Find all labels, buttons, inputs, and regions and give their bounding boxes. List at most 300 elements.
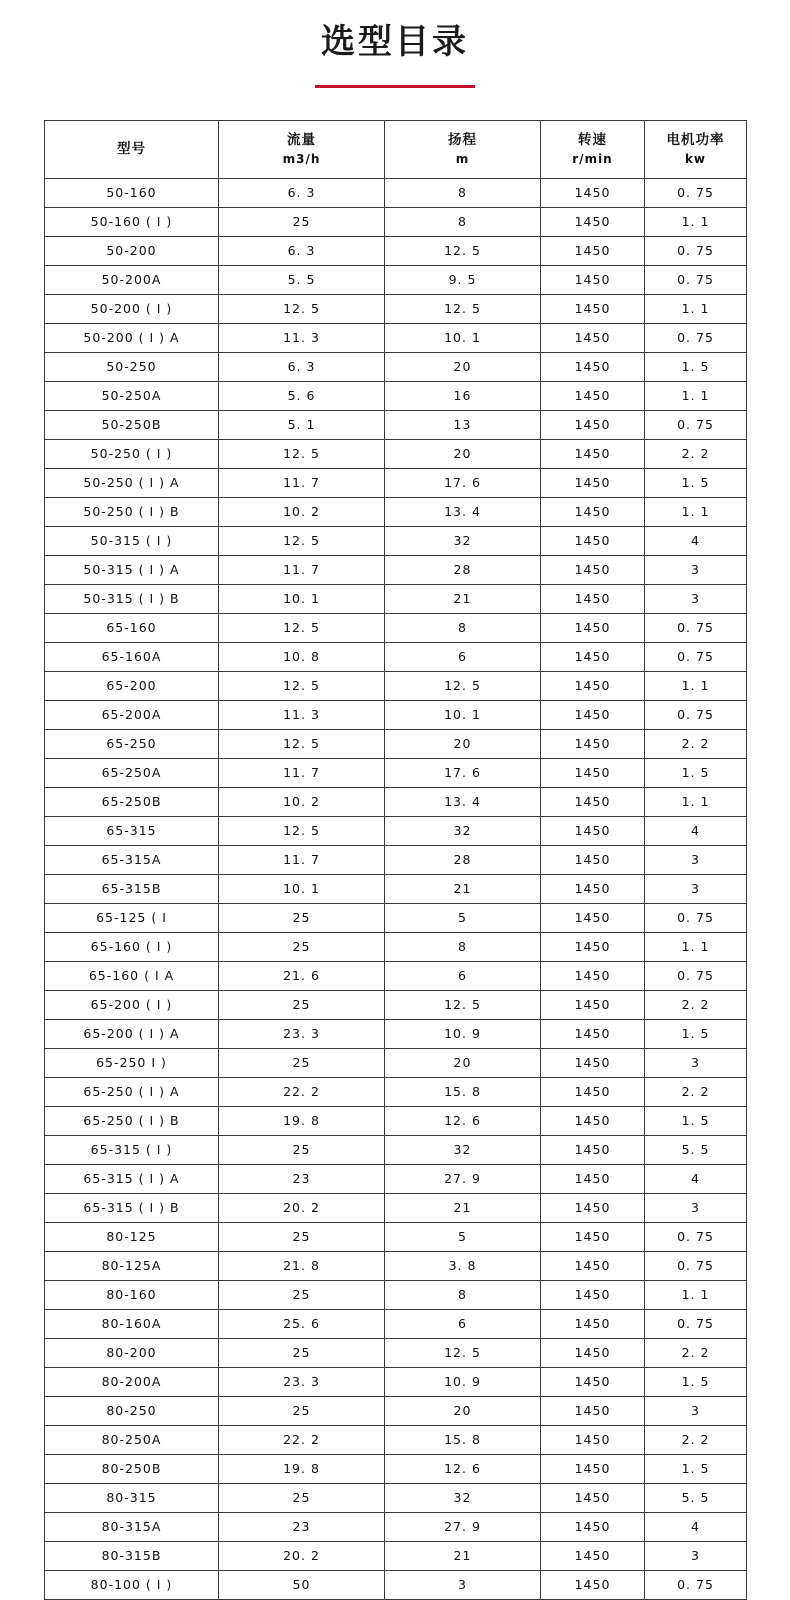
cell-speed: 1450 (541, 1454, 645, 1483)
cell-flow: 25 (219, 932, 385, 961)
cell-model: 80-200 (45, 1338, 219, 1367)
cell-speed: 1450 (541, 729, 645, 758)
table-row (45, 729, 747, 758)
cell-model: 80-125 (45, 1222, 219, 1251)
table-row (45, 1135, 747, 1164)
cell-model: 65-250 (45, 729, 219, 758)
cell-model: 50-250 ( I ) B (45, 497, 219, 526)
cell-flow: 12. 5 (219, 816, 385, 845)
cell-model: 65-315A (45, 845, 219, 874)
cell-model: 80-200A (45, 1367, 219, 1396)
cell-flow: 21. 6 (219, 961, 385, 990)
table-row (45, 468, 747, 497)
cell-flow: 25 (219, 207, 385, 236)
table-row (45, 845, 747, 874)
table-row (45, 236, 747, 265)
table-header-row (45, 120, 747, 178)
cell-head: 20 (385, 729, 541, 758)
column-header-power (645, 120, 747, 178)
cell-flow: 20. 2 (219, 1193, 385, 1222)
cell-power: 1. 5 (645, 758, 747, 787)
cell-speed: 1450 (541, 758, 645, 787)
cell-flow: 50 (219, 1570, 385, 1599)
cell-model: 65-200 ( I ) (45, 990, 219, 1019)
cell-flow: 5. 5 (219, 265, 385, 294)
cell-power: 1. 5 (645, 352, 747, 381)
cell-model: 50-250 ( I ) (45, 439, 219, 468)
cell-head: 21 (385, 1193, 541, 1222)
cell-speed: 1450 (541, 294, 645, 323)
cell-power: 3 (645, 1396, 747, 1425)
cell-head: 10. 9 (385, 1367, 541, 1396)
cell-head: 21 (385, 584, 541, 613)
cell-flow: 6. 3 (219, 236, 385, 265)
cell-head: 15. 8 (385, 1077, 541, 1106)
table-row (45, 1425, 747, 1454)
cell-power: 3 (645, 874, 747, 903)
cell-flow: 25 (219, 990, 385, 1019)
cell-speed: 1450 (541, 584, 645, 613)
cell-power: 2. 2 (645, 1338, 747, 1367)
column-header-flow (219, 120, 385, 178)
cell-power: 2. 2 (645, 439, 747, 468)
cell-flow: 12. 5 (219, 613, 385, 642)
table-row (45, 1106, 747, 1135)
table-row (45, 555, 747, 584)
cell-speed: 1450 (541, 1570, 645, 1599)
cell-speed: 1450 (541, 1541, 645, 1570)
cell-flow: 12. 5 (219, 671, 385, 700)
cell-flow: 21. 8 (219, 1251, 385, 1280)
cell-head: 12. 5 (385, 990, 541, 1019)
cell-power: 4 (645, 1512, 747, 1541)
column-header-model (45, 120, 219, 178)
cell-power: 1. 1 (645, 381, 747, 410)
cell-flow: 25 (219, 1048, 385, 1077)
table-row (45, 1048, 747, 1077)
cell-speed: 1450 (541, 1135, 645, 1164)
cell-head: 20 (385, 1048, 541, 1077)
title-block (0, 0, 790, 88)
cell-speed: 1450 (541, 1193, 645, 1222)
cell-head: 17. 6 (385, 468, 541, 497)
cell-flow: 10. 1 (219, 874, 385, 903)
cell-power: 2. 2 (645, 990, 747, 1019)
cell-flow: 12. 5 (219, 439, 385, 468)
table-row (45, 990, 747, 1019)
table-row (45, 439, 747, 468)
cell-speed: 1450 (541, 381, 645, 410)
cell-power: 3 (645, 1048, 747, 1077)
column-header-flow-main: 流量 (287, 132, 316, 149)
cell-model: 80-315 (45, 1483, 219, 1512)
cell-head: 10. 1 (385, 323, 541, 352)
cell-power: 0. 75 (645, 410, 747, 439)
cell-speed: 1450 (541, 1338, 645, 1367)
cell-flow: 11. 3 (219, 700, 385, 729)
cell-head: 12. 5 (385, 236, 541, 265)
cell-power: 1. 1 (645, 1280, 747, 1309)
cell-power: 3 (645, 555, 747, 584)
cell-model: 80-160 (45, 1280, 219, 1309)
cell-power: 0. 75 (645, 903, 747, 932)
cell-model: 50-315 ( I ) A (45, 555, 219, 584)
cell-power: 5. 5 (645, 1135, 747, 1164)
cell-model: 50-315 ( I ) B (45, 584, 219, 613)
cell-power: 1. 5 (645, 1019, 747, 1048)
cell-speed: 1450 (541, 874, 645, 903)
cell-head: 6 (385, 961, 541, 990)
cell-flow: 25 (219, 1396, 385, 1425)
cell-flow: 19. 8 (219, 1106, 385, 1135)
cell-flow: 19. 8 (219, 1454, 385, 1483)
cell-power: 4 (645, 816, 747, 845)
table-row (45, 1164, 747, 1193)
cell-model: 50-200 ( I ) A (45, 323, 219, 352)
cell-model: 50-200A (45, 265, 219, 294)
cell-power: 0. 75 (645, 1251, 747, 1280)
table-row (45, 903, 747, 932)
cell-power: 3 (645, 1193, 747, 1222)
cell-model: 65-160 (45, 613, 219, 642)
cell-speed: 1450 (541, 178, 645, 207)
cell-power: 2. 2 (645, 729, 747, 758)
cell-speed: 1450 (541, 700, 645, 729)
specification-table (44, 120, 747, 1600)
cell-power: 1. 1 (645, 932, 747, 961)
cell-speed: 1450 (541, 497, 645, 526)
table-row (45, 961, 747, 990)
cell-speed: 1450 (541, 236, 645, 265)
cell-speed: 1450 (541, 961, 645, 990)
cell-head: 13. 4 (385, 787, 541, 816)
cell-head: 3 (385, 1570, 541, 1599)
table-row (45, 584, 747, 613)
table-row (45, 526, 747, 555)
table-row (45, 410, 747, 439)
cell-power: 1. 1 (645, 207, 747, 236)
cell-power: 1. 1 (645, 294, 747, 323)
cell-model: 50-200 ( I ) (45, 294, 219, 323)
column-header-speed (541, 120, 645, 178)
cell-speed: 1450 (541, 323, 645, 352)
column-header-head-unit: m (455, 152, 470, 167)
cell-head: 28 (385, 845, 541, 874)
cell-head: 13. 4 (385, 497, 541, 526)
cell-flow: 25 (219, 1222, 385, 1251)
cell-power: 3 (645, 1541, 747, 1570)
cell-head: 28 (385, 555, 541, 584)
cell-speed: 1450 (541, 1483, 645, 1512)
cell-head: 12. 5 (385, 294, 541, 323)
cell-head: 32 (385, 1483, 541, 1512)
cell-model: 65-315 ( I ) (45, 1135, 219, 1164)
cell-head: 16 (385, 381, 541, 410)
cell-flow: 12. 5 (219, 294, 385, 323)
column-header-speed-main: 转速 (578, 132, 607, 149)
cell-model: 65-315B (45, 874, 219, 903)
table-row (45, 352, 747, 381)
cell-model: 65-200 ( I ) A (45, 1019, 219, 1048)
cell-flow: 5. 6 (219, 381, 385, 410)
cell-model: 50-160 ( I ) (45, 207, 219, 236)
table-row (45, 1483, 747, 1512)
cell-power: 0. 75 (645, 178, 747, 207)
cell-power: 1. 5 (645, 1106, 747, 1135)
cell-speed: 1450 (541, 1019, 645, 1048)
cell-power: 0. 75 (645, 1570, 747, 1599)
cell-power: 3 (645, 584, 747, 613)
cell-speed: 1450 (541, 555, 645, 584)
cell-flow: 25 (219, 903, 385, 932)
cell-model: 80-125A (45, 1251, 219, 1280)
table-row (45, 1512, 747, 1541)
cell-speed: 1450 (541, 1512, 645, 1541)
cell-head: 32 (385, 526, 541, 555)
cell-flow: 12. 5 (219, 526, 385, 555)
cell-power: 1. 5 (645, 1454, 747, 1483)
table-row (45, 1396, 747, 1425)
page-title: 选型目录 (321, 22, 469, 62)
cell-model: 65-125 ( I (45, 903, 219, 932)
table-row (45, 700, 747, 729)
column-header-flow-unit: m3/h (282, 152, 321, 167)
cell-power: 1. 5 (645, 1367, 747, 1396)
cell-head: 5 (385, 903, 541, 932)
specification-table-wrap (0, 88, 790, 1600)
cell-speed: 1450 (541, 1367, 645, 1396)
cell-speed: 1450 (541, 613, 645, 642)
table-row (45, 1019, 747, 1048)
cell-flow: 11. 3 (219, 323, 385, 352)
table-row (45, 497, 747, 526)
cell-model: 50-250A (45, 381, 219, 410)
table-row (45, 671, 747, 700)
cell-model: 50-200 (45, 236, 219, 265)
table-row (45, 874, 747, 903)
cell-power: 0. 75 (645, 1222, 747, 1251)
cell-head: 6 (385, 642, 541, 671)
cell-flow: 11. 7 (219, 845, 385, 874)
cell-flow: 25 (219, 1280, 385, 1309)
cell-model: 80-315B (45, 1541, 219, 1570)
table-row (45, 1570, 747, 1599)
cell-flow: 11. 7 (219, 758, 385, 787)
cell-model: 65-250B (45, 787, 219, 816)
cell-model: 80-160A (45, 1309, 219, 1338)
cell-power: 0. 75 (645, 323, 747, 352)
cell-power: 0. 75 (645, 1309, 747, 1338)
cell-speed: 1450 (541, 265, 645, 294)
cell-flow: 10. 2 (219, 787, 385, 816)
column-header-head-main: 扬程 (448, 132, 477, 149)
table-row (45, 1367, 747, 1396)
cell-power: 0. 75 (645, 613, 747, 642)
cell-head: 8 (385, 178, 541, 207)
cell-flow: 25. 6 (219, 1309, 385, 1338)
cell-model: 65-315 (45, 816, 219, 845)
cell-model: 80-250B (45, 1454, 219, 1483)
cell-speed: 1450 (541, 787, 645, 816)
cell-speed: 1450 (541, 932, 645, 961)
cell-model: 65-250A (45, 758, 219, 787)
cell-head: 21 (385, 874, 541, 903)
cell-speed: 1450 (541, 526, 645, 555)
cell-model: 80-315A (45, 1512, 219, 1541)
cell-flow: 22. 2 (219, 1425, 385, 1454)
table-row (45, 816, 747, 845)
cell-flow: 25 (219, 1483, 385, 1512)
cell-head: 15. 8 (385, 1425, 541, 1454)
table-row (45, 207, 747, 236)
cell-model: 65-250 ( I ) B (45, 1106, 219, 1135)
cell-model: 80-250 (45, 1396, 219, 1425)
table-row (45, 1251, 747, 1280)
cell-flow: 20. 2 (219, 1541, 385, 1570)
cell-head: 20 (385, 352, 541, 381)
cell-head: 12. 5 (385, 1338, 541, 1367)
cell-flow: 6. 3 (219, 178, 385, 207)
cell-speed: 1450 (541, 1222, 645, 1251)
cell-speed: 1450 (541, 642, 645, 671)
cell-flow: 12. 5 (219, 729, 385, 758)
cell-head: 21 (385, 1541, 541, 1570)
table-row (45, 1338, 747, 1367)
cell-flow: 23 (219, 1164, 385, 1193)
cell-head: 8 (385, 613, 541, 642)
cell-flow: 23 (219, 1512, 385, 1541)
cell-flow: 25 (219, 1135, 385, 1164)
column-header-power-main: 电机功率 (666, 132, 725, 149)
cell-flow: 10. 8 (219, 642, 385, 671)
cell-head: 20 (385, 1396, 541, 1425)
cell-head: 12. 5 (385, 671, 541, 700)
table-row (45, 323, 747, 352)
cell-flow: 5. 1 (219, 410, 385, 439)
column-header-power-unit: kw (684, 152, 707, 167)
cell-power: 5. 5 (645, 1483, 747, 1512)
cell-model: 65-250 ( I ) A (45, 1077, 219, 1106)
table-row (45, 787, 747, 816)
cell-model: 50-315 ( I ) (45, 526, 219, 555)
table-row (45, 381, 747, 410)
cell-head: 8 (385, 207, 541, 236)
cell-head: 12. 6 (385, 1454, 541, 1483)
cell-head: 27. 9 (385, 1512, 541, 1541)
cell-power: 2. 2 (645, 1077, 747, 1106)
cell-power: 2. 2 (645, 1425, 747, 1454)
cell-head: 12. 6 (385, 1106, 541, 1135)
cell-power: 1. 1 (645, 787, 747, 816)
table-row (45, 1541, 747, 1570)
cell-head: 32 (385, 1135, 541, 1164)
cell-head: 5 (385, 1222, 541, 1251)
cell-model: 50-250B (45, 410, 219, 439)
cell-power: 0. 75 (645, 265, 747, 294)
cell-flow: 10. 2 (219, 497, 385, 526)
cell-head: 27. 9 (385, 1164, 541, 1193)
cell-speed: 1450 (541, 352, 645, 381)
cell-head: 8 (385, 1280, 541, 1309)
table-row (45, 1454, 747, 1483)
cell-speed: 1450 (541, 1280, 645, 1309)
table-row (45, 178, 747, 207)
table-row (45, 1222, 747, 1251)
cell-flow: 10. 1 (219, 584, 385, 613)
cell-head: 32 (385, 816, 541, 845)
cell-head: 8 (385, 932, 541, 961)
cell-speed: 1450 (541, 1251, 645, 1280)
cell-flow: 11. 7 (219, 468, 385, 497)
cell-flow: 23. 3 (219, 1019, 385, 1048)
cell-power: 0. 75 (645, 961, 747, 990)
table-row (45, 1077, 747, 1106)
cell-model: 65-315 ( I ) A (45, 1164, 219, 1193)
cell-power: 1. 1 (645, 497, 747, 526)
cell-model: 80-250A (45, 1425, 219, 1454)
cell-head: 9. 5 (385, 265, 541, 294)
cell-speed: 1450 (541, 1164, 645, 1193)
table-row (45, 1193, 747, 1222)
cell-flow: 6. 3 (219, 352, 385, 381)
cell-speed: 1450 (541, 439, 645, 468)
cell-power: 0. 75 (645, 236, 747, 265)
cell-speed: 1450 (541, 207, 645, 236)
cell-head: 10. 1 (385, 700, 541, 729)
column-header-model-main: 型号 (117, 141, 146, 158)
cell-power: 4 (645, 1164, 747, 1193)
cell-model: 50-160 (45, 178, 219, 207)
table-row (45, 613, 747, 642)
cell-model: 65-200A (45, 700, 219, 729)
table-row (45, 265, 747, 294)
table-row (45, 932, 747, 961)
cell-model: 65-250 I ) (45, 1048, 219, 1077)
table-row (45, 1309, 747, 1338)
cell-head: 20 (385, 439, 541, 468)
cell-model: 80-100 ( I ) (45, 1570, 219, 1599)
cell-speed: 1450 (541, 903, 645, 932)
cell-speed: 1450 (541, 468, 645, 497)
cell-speed: 1450 (541, 990, 645, 1019)
cell-head: 6 (385, 1309, 541, 1338)
table-row (45, 758, 747, 787)
cell-speed: 1450 (541, 1106, 645, 1135)
cell-model: 65-200 (45, 671, 219, 700)
cell-power: 3 (645, 845, 747, 874)
cell-speed: 1450 (541, 1309, 645, 1338)
cell-speed: 1450 (541, 410, 645, 439)
table-row (45, 1280, 747, 1309)
cell-speed: 1450 (541, 816, 645, 845)
cell-model: 50-250 (45, 352, 219, 381)
cell-power: 1. 5 (645, 468, 747, 497)
table-row (45, 642, 747, 671)
table-header (45, 120, 747, 178)
cell-model: 65-160 ( I A (45, 961, 219, 990)
cell-flow: 22. 2 (219, 1077, 385, 1106)
cell-speed: 1450 (541, 1425, 645, 1454)
cell-model: 50-250 ( I ) A (45, 468, 219, 497)
table-row (45, 294, 747, 323)
cell-speed: 1450 (541, 1048, 645, 1077)
cell-model: 65-315 ( I ) B (45, 1193, 219, 1222)
cell-speed: 1450 (541, 845, 645, 874)
cell-flow: 25 (219, 1338, 385, 1367)
cell-power: 1. 1 (645, 671, 747, 700)
cell-speed: 1450 (541, 1396, 645, 1425)
cell-model: 65-160 ( I ) (45, 932, 219, 961)
